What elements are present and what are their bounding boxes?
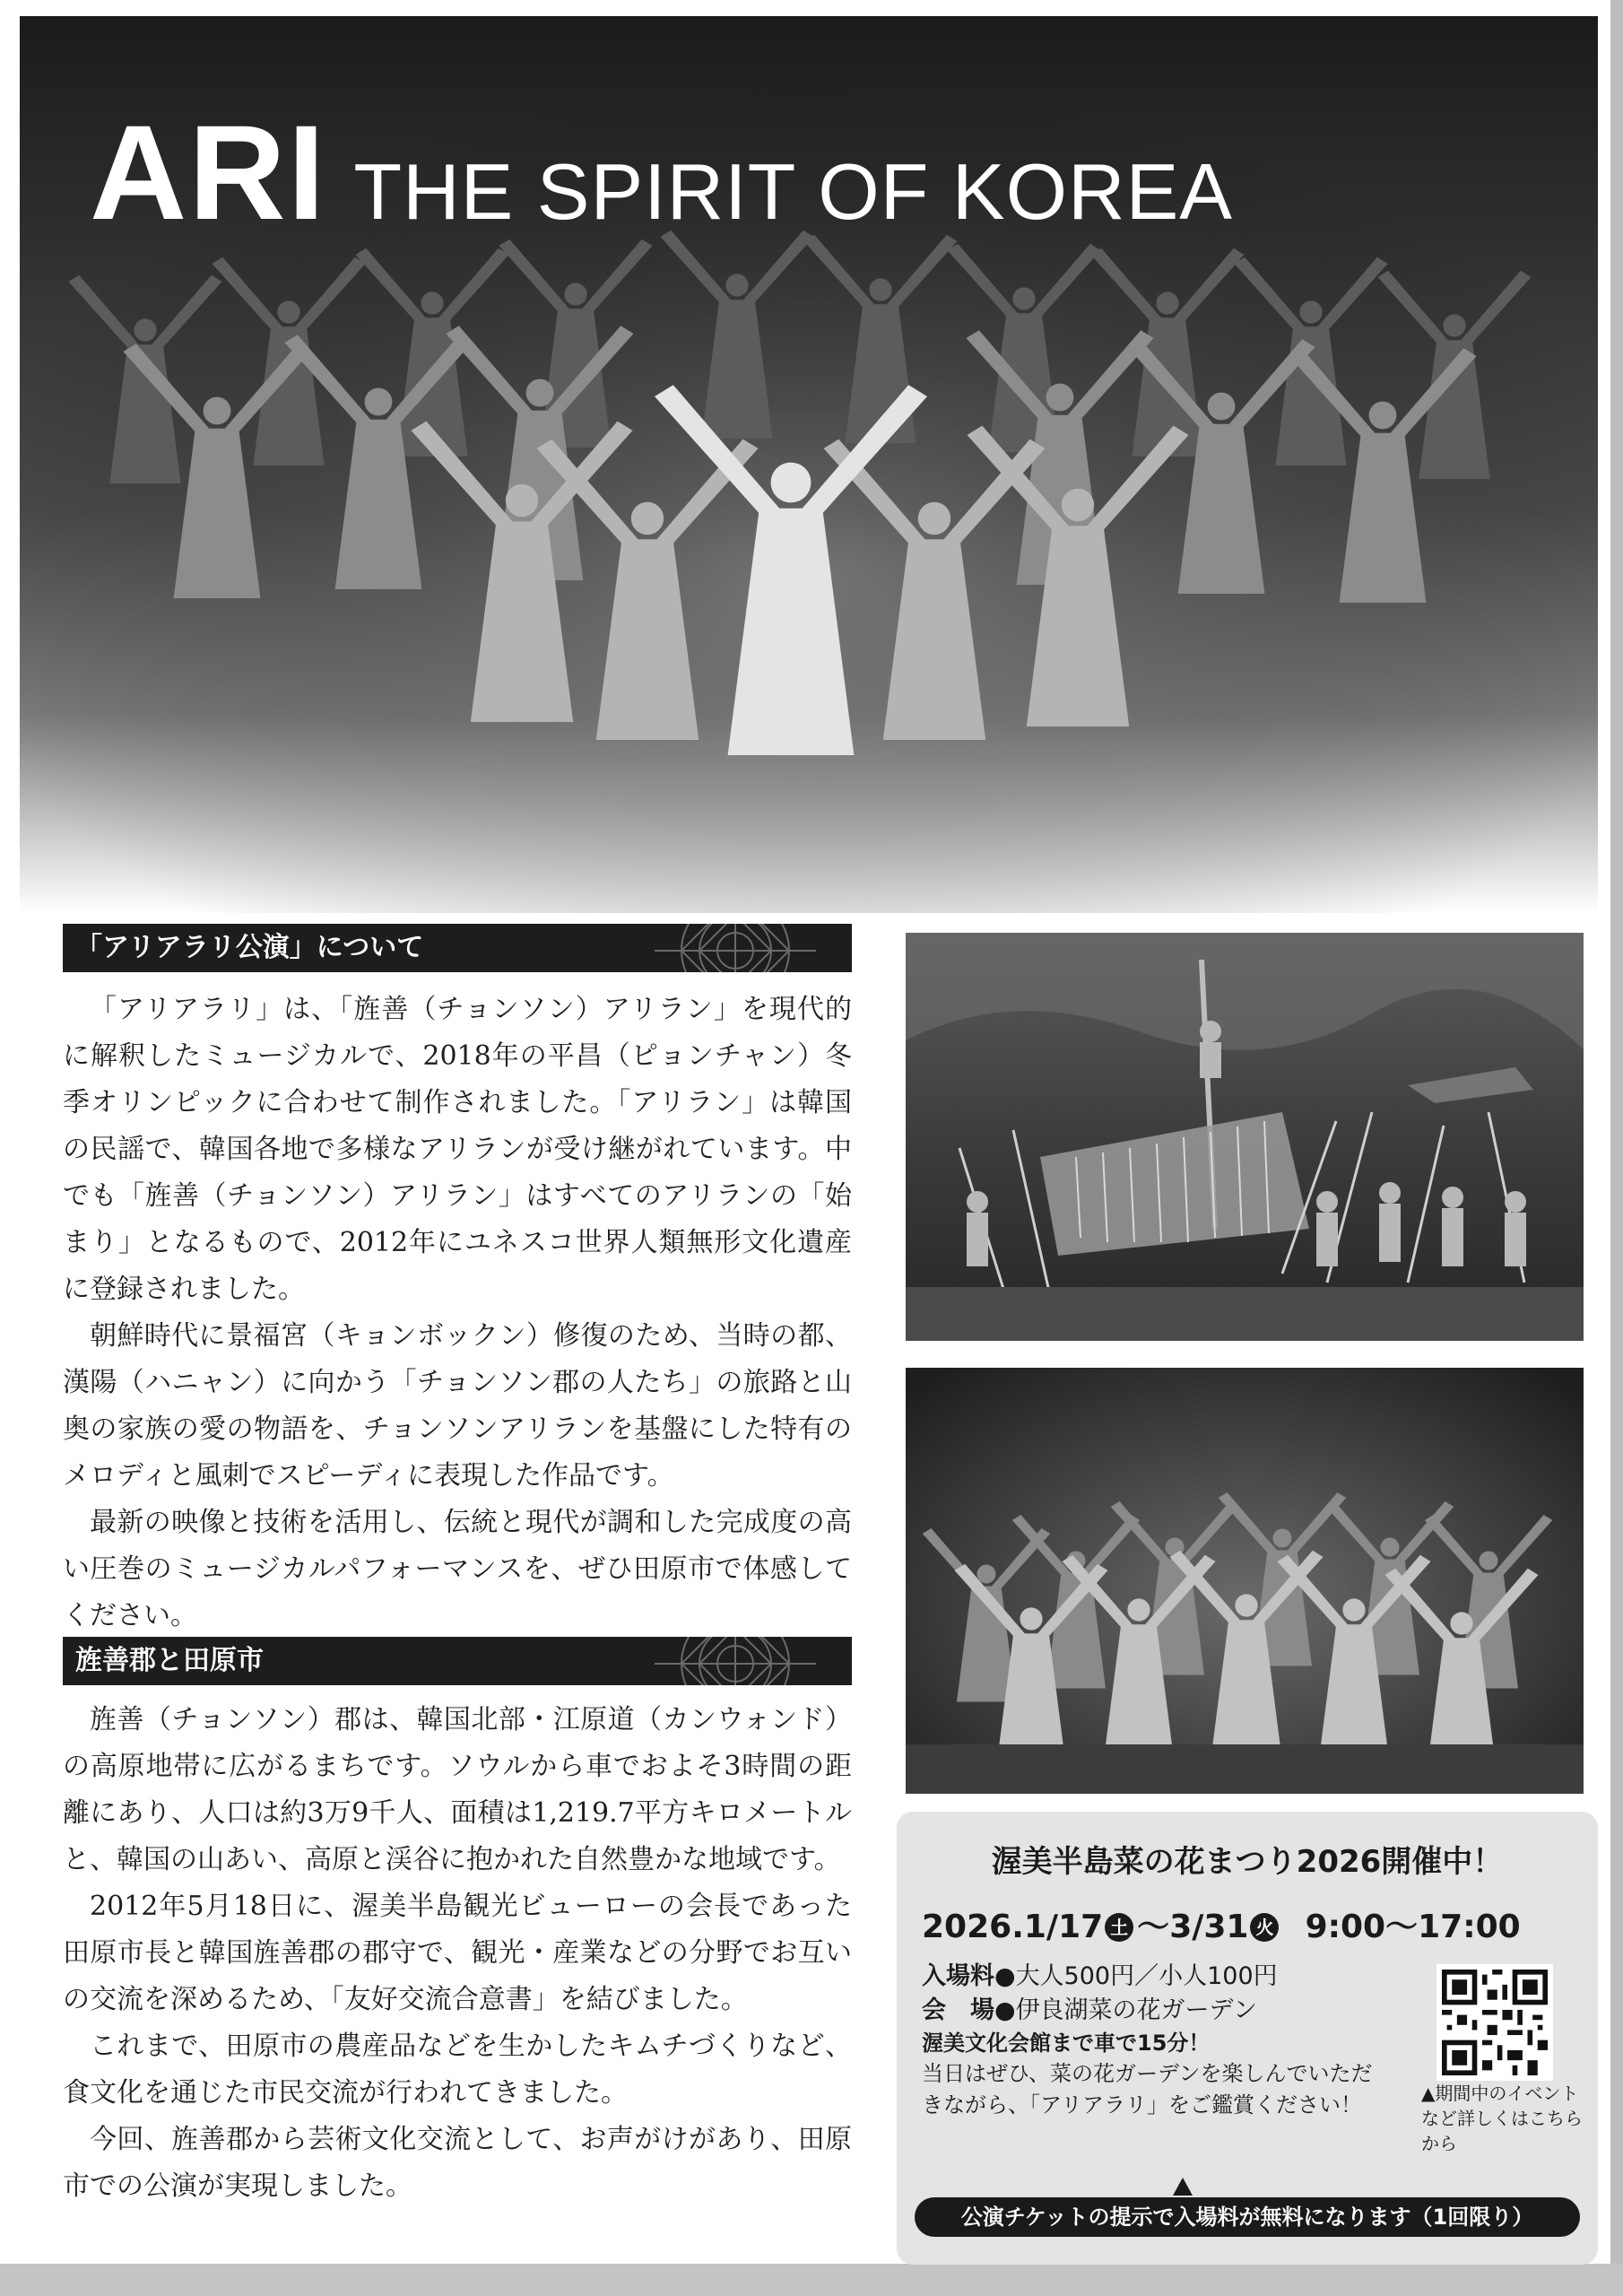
festival-access: 渥美文化会館まで車で15分！ [922, 2031, 1211, 2056]
section-heading-sister-cities-label: 旌善郡と田原市 [75, 1645, 264, 1676]
section-heading-sister-cities [63, 1637, 852, 1685]
sister-cities-paragraph-2: 2012年5月18日に、渥美半島観光ビューローの会長であった田原市長と韓国旌善郡の郡守で、観光・産業などの分野でお互いの交流を深めるため、「友好交流合意書」を結びました。 [63, 1891, 852, 2015]
finale-scene-photo [906, 1368, 1584, 1794]
festival-date-separator: ～ [1137, 1909, 1170, 1945]
hero-title-sub: THE SPIRIT OF KOREA [353, 147, 1233, 236]
venue-value: 伊良湖菜の花ガーデン [1015, 1996, 1258, 2024]
scan-edge-bottom [0, 2264, 1623, 2296]
venue-label: 会 場● [922, 1996, 1016, 2024]
about-paragraph-2: 朝鮮時代に景福宮（キョンボックン）修復のため、当時の都、漢陽（ハニャン）に向かう「チョンソン郡の人たち」の旅路と山奥の家族の愛の物語を、チョンソンアリランを基盤にした特有のメロディと風刺でスピーディに表現した作品です。 [63, 1320, 852, 1492]
section-heading-about-label: 「アリアラリ公演」について [75, 932, 424, 963]
hero-title [90, 95, 1233, 250]
hero-title-main: ARI [90, 97, 327, 248]
weekday-badge-end: 火 [1250, 1913, 1279, 1942]
festival-title: 渥美半島菜の花まつり2026開催中！ [991, 1844, 1504, 1880]
about-paragraph-1: 「アリアラリ」は、「旌善（チョンソン）アリラン」を現代的に解釈したミュージカルで、2018年の平昌（ピョンチャン）冬季オリンピックに合わせて制作されました。「アリラン」は韓国の民謡で、韓国各地で多様なアリランが受け継がれています。中でも「旌善（チョンソン）アリラン」はすべてのアリランの「始まり」となるもので、2012年にユネスコ世界人類無形文化遺産に登録されました。 [63, 994, 852, 1305]
festival-note: 当日はぜひ、菜の花ガーデンを楽しんでいただきながら、「アリアラリ」をご鑑賞ください！ [922, 2061, 1373, 2118]
ship-scene-photo [906, 933, 1584, 1341]
fee-label: 入場料● [922, 1962, 1016, 1990]
sister-cities-paragraph-4: 今回、旌善郡から芸術文化交流として、お声がけがあり、田原市での公演が実現しました。 [63, 2124, 852, 2202]
section-heading-about [63, 924, 852, 972]
pointer-triangle-icon [1173, 2178, 1193, 2196]
festival-venue-row [922, 1994, 1388, 2028]
festival-dates [922, 1901, 1521, 1947]
ticket-note-bar: 公演チケットの提示で入場料が無料になります（1回限り） [915, 2197, 1580, 2237]
festival-date-end: 3/31 [1169, 1909, 1249, 1945]
stage-photo-finale-scene [906, 1368, 1584, 1794]
about-paragraph-3: 最新の映像と技術を活用し、伝統と現代が調和した完成度の高い圧巻のミュージカルパフォーマンスを、ぜひ田原市で体感してください。 [63, 1507, 852, 1631]
scan-edge-right [1610, 0, 1623, 2296]
qr-caption: ▲期間中のイベントなど詳しくはこちらから [1421, 2083, 1583, 2154]
sister-cities-paragraph-3: これまで、田原市の農産品などを生かしたキムチづくりなど、食文化を通じた市民交流が行われてきました。 [63, 2031, 852, 2109]
lattice-motif-icon [637, 1637, 834, 1685]
sister-cities-body-text [63, 1697, 852, 2210]
qr-code-graphic [1442, 1970, 1548, 2075]
festival-date-start: 2026.1/17 [922, 1909, 1104, 1945]
weekday-badge-start: 土 [1105, 1913, 1133, 1942]
festival-hours: 9:00～17:00 [1305, 1909, 1521, 1945]
stage-photo-ship-scene [906, 933, 1584, 1341]
fee-value: 大人500円／小人100円 [1015, 1962, 1278, 1990]
hero-banner [20, 16, 1598, 913]
sister-cities-paragraph-1: 旌善（チョンソン）郡は、韓国北部・江原道（カンウォンド）の高原地帯に広がるまちです。ソウルから車でおよそ3時間の距離にあり、人口は約3万9千人、面積は1,219.7平方キロメートルと、韓国の山あい、高原と渓谷に抱かれた自然豊かな地域です。 [63, 1704, 852, 1875]
festival-fee-row [922, 1960, 1388, 1994]
festival-details [922, 1960, 1388, 2121]
qr-code-icon[interactable] [1436, 1964, 1553, 2081]
festival-info-box [897, 1812, 1598, 2265]
lattice-motif-icon [637, 924, 834, 972]
about-body-text [63, 987, 852, 1639]
